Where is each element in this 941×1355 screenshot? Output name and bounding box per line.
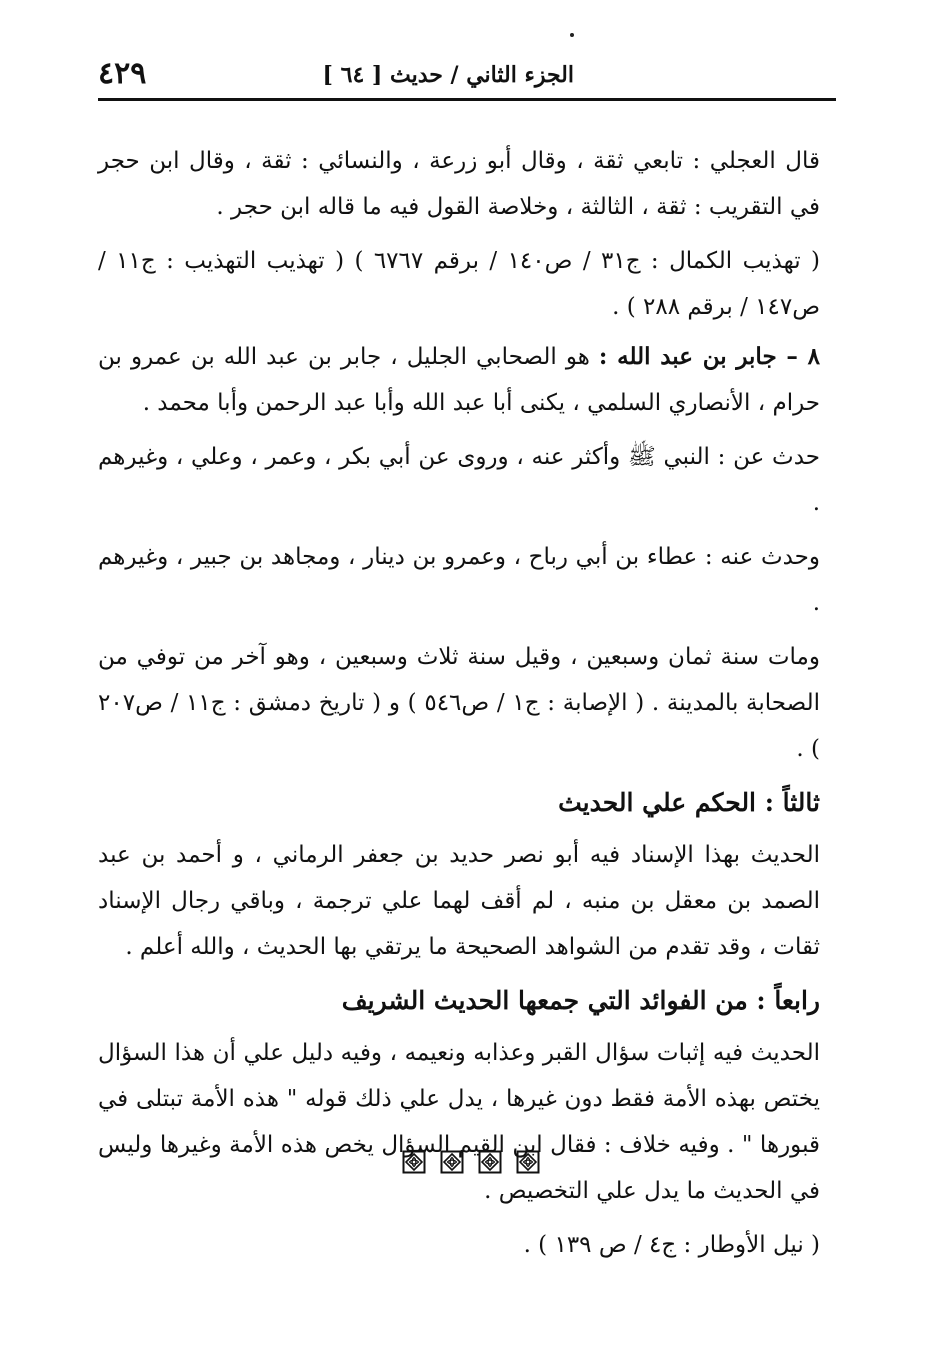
section-heading-benefits: رابعاً : من الفوائد التي جمعها الحديث الشريف [341,986,820,1015]
ornament-icon [402,1150,426,1174]
paragraph-benefits: الحديث فيه إثبات سؤال القبر وعذابه ونعيمه ، وفيه دليل علي أن هذا السؤال يختص بهذه الأمة فقط دون غيرها ، يدل علي ذلك قوله " هذه الأمة تبتلى في قبورها " . وفيه خلاف : فقال ابن القيم السؤال يخص هذه الأمة وغيرها وليس في الحديث ما يدل علي التخصيص . [98,1040,820,1204]
page-content [98,138,820,1272]
header-rule [98,98,836,101]
ornament-icon [440,1150,464,1174]
section-heading-ruling: ثالثاً : الحكم علي الحديث [558,788,820,817]
paragraph-ruling: الحديث بهذا الإسناد فيه أبو نصر حديد بن جعفر الرماني ، و أحمد بن عبد الصمد بن معقل بن منبه ، لم أقف لهما علي ترجمة ، وباقي رجال الإسناد ثقات ، وقد تقدم من الشواهد الصحيحة ما يرتقي بها الحديث ، والله أعلم . [98,842,820,960]
paragraph-narrated-by: وحدث عنه : عطاء بن أبي رباح ، وعمرو بن دينار ، ومجاهد بن جبير ، وغيرهم . [98,544,820,616]
reference-nayl: ( نيل الأوطار : ج٤ / ص ١٣٩ ) . [523,1232,820,1258]
paragraph-death: ومات سنة ثمان وسبعين ، وقيل سنة ثلاث وسبعين ، وهو آخر من توفي من الصحابة بالمدينة . ( الإصابة : ج١ / ص٥٤٦ ) و ( تاريخ دمشق : ج١١ / ص٢٠٧ ) . [98,644,820,762]
narrator-label: ٨ – جابر بن عبد الله : [598,343,821,370]
ornament-icon [516,1150,540,1174]
page-header [98,54,836,96]
paragraph-narrated-from: حدث عن : النبي ﷺ وأكثر عنه ، وروى عن أبي بكر ، وعمر ، وعلي ، وغيرهم . [98,444,821,516]
page-number: ٤٢٩ [98,56,147,91]
section-end-ornament [0,1150,941,1174]
scan-speck [570,33,574,37]
running-title: الجزء الثاني / حديث [ ٦٤ ] [322,62,574,88]
paragraph-ijli: قال العجلي : تابعي ثقة ، وقال أبو زرعة ، والنسائي : ثقة ، وقال ابن حجر في التقريب : ثقة ، الثالثة ، وخلاصة القول فيه ما قاله ابن حجر . [98,148,820,220]
reference-tahdhib: ( تهذيب الكمال : ج٣١ / ص١٤٠ / برقم ٦٧٦٧ ) ( تهذيب التهذيب : ج١١ / ص١٤٧ / برقم ٢٨٨ ) . [98,248,820,320]
narrator-bio: هو الصحابي الجليل ، جابر بن عبد الله بن عمرو بن حرام ، الأنصاري السلمي ، يكنى أبا عبد الله وأبا عبد الرحمن وأبا محمد . [98,344,820,416]
ornament-icon [478,1150,502,1174]
paragraph-jabir [98,334,820,426]
